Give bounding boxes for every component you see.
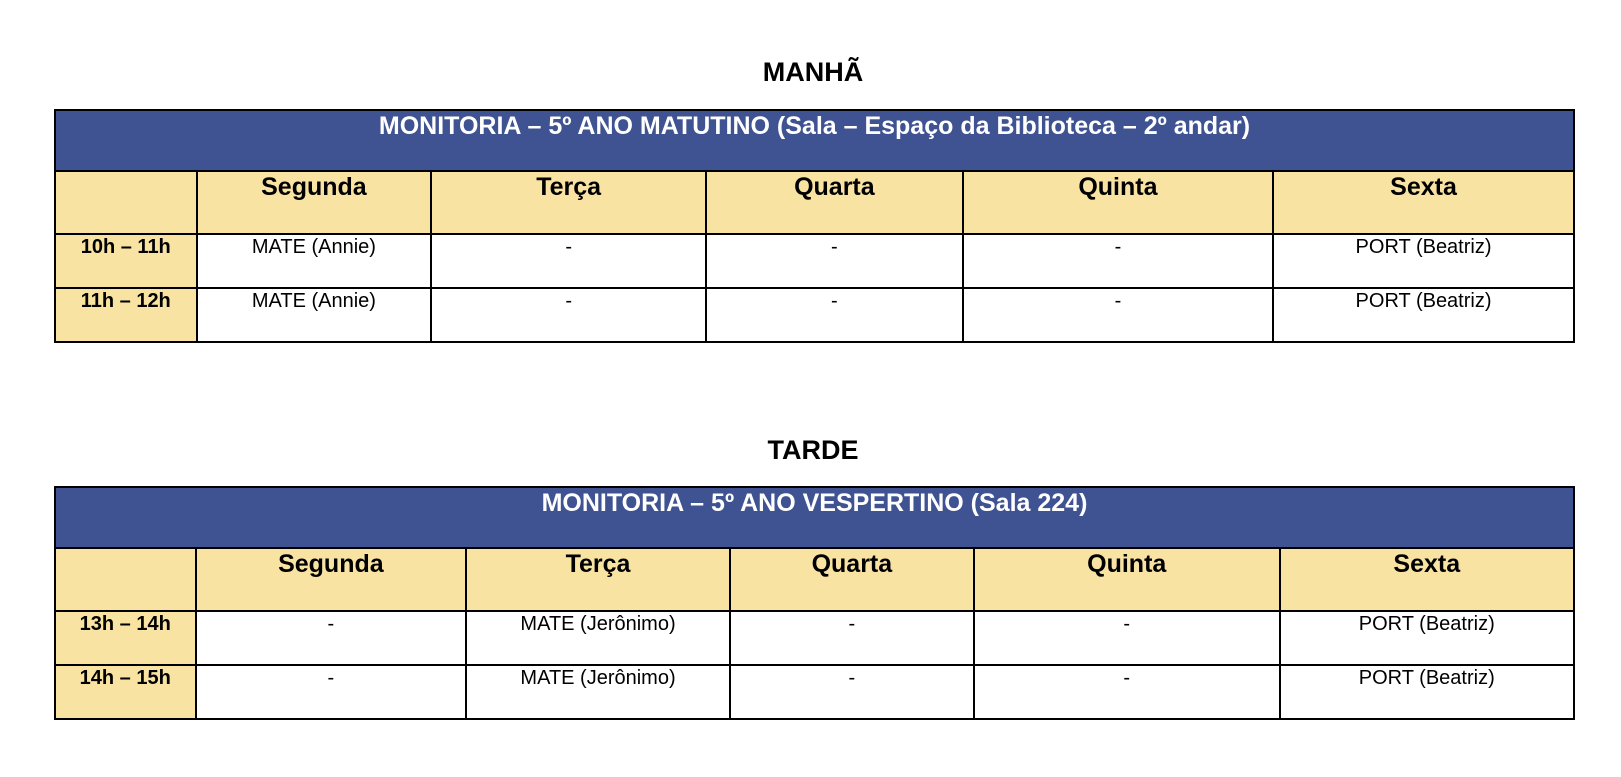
schedule-cell: MATE (Jerônimo)	[466, 611, 730, 665]
schedule-cell: PORT (Beatriz)	[1273, 234, 1574, 288]
schedule-cell: -	[431, 234, 706, 288]
afternoon-day-monday: Segunda	[196, 548, 467, 611]
time-slot-label: 11h – 12h	[55, 288, 197, 342]
schedule-cell: MATE (Jerônimo)	[466, 665, 730, 719]
schedule-cell: -	[196, 611, 467, 665]
morning-day-thursday: Quinta	[963, 171, 1273, 234]
afternoon-day-header-row	[55, 548, 1574, 611]
schedule-cell: MATE (Annie)	[197, 288, 432, 342]
schedule-cell: -	[196, 665, 467, 719]
schedule-cell: -	[974, 611, 1280, 665]
morning-schedule-table	[54, 109, 1575, 343]
schedule-cell: MATE (Annie)	[197, 234, 432, 288]
afternoon-day-tuesday: Terça	[466, 548, 730, 611]
morning-day-wednesday: Quarta	[706, 171, 963, 234]
morning-section-title: MANHÃ	[762, 57, 864, 87]
morning-day-tuesday: Terça	[431, 171, 706, 234]
table-row	[55, 234, 1574, 288]
schedule-cell: -	[963, 234, 1273, 288]
afternoon-day-thursday: Quinta	[974, 548, 1280, 611]
time-slot-label: 13h – 14h	[55, 611, 196, 665]
table-row	[55, 665, 1574, 719]
schedule-cell: PORT (Beatriz)	[1280, 665, 1574, 719]
time-slot-label: 10h – 11h	[55, 234, 197, 288]
schedule-cell: -	[730, 665, 974, 719]
schedule-cell: PORT (Beatriz)	[1280, 611, 1574, 665]
morning-day-header-row	[55, 171, 1574, 234]
schedule-cell: -	[706, 288, 963, 342]
schedule-cell: -	[974, 665, 1280, 719]
afternoon-schedule-table	[54, 486, 1575, 720]
afternoon-corner-cell	[55, 548, 196, 611]
morning-day-monday: Segunda	[197, 171, 432, 234]
afternoon-table-header: MONITORIA – 5º ANO VESPERTINO (Sala 224)	[55, 487, 1574, 548]
table-row	[55, 288, 1574, 342]
afternoon-day-friday: Sexta	[1280, 548, 1574, 611]
table-row	[55, 611, 1574, 665]
schedule-cell: -	[963, 288, 1273, 342]
schedule-cell: -	[706, 234, 963, 288]
afternoon-day-wednesday: Quarta	[730, 548, 974, 611]
afternoon-section-title: TARDE	[767, 435, 859, 465]
morning-day-friday: Sexta	[1273, 171, 1574, 234]
schedule-cell: PORT (Beatriz)	[1273, 288, 1574, 342]
time-slot-label: 14h – 15h	[55, 665, 196, 719]
schedule-cell: -	[730, 611, 974, 665]
morning-corner-cell	[55, 171, 197, 234]
morning-table-header: MONITORIA – 5º ANO MATUTINO (Sala – Espaço da Biblioteca – 2º andar)	[55, 110, 1574, 171]
schedule-cell: -	[431, 288, 706, 342]
